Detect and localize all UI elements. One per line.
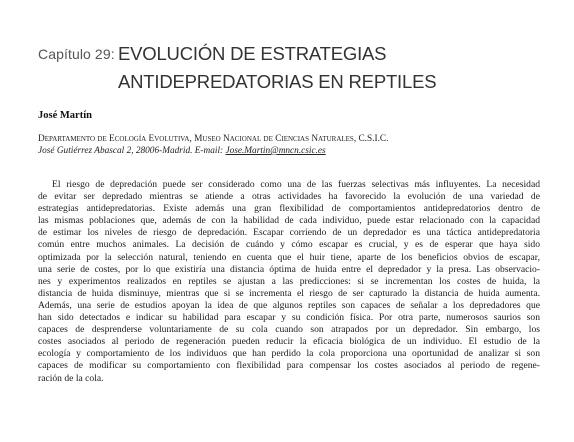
chapter-title	[118, 40, 436, 96]
affiliation	[38, 133, 388, 157]
body-line: capaces de modificar su comportamiento con flexibilidad para compensar los costes asociados al periodo de regene-	[38, 360, 540, 372]
body-line: han sido detectados e indicar su habilidad para escapar y su condición física. Por otra parte, numerosos saurios son	[38, 312, 540, 324]
body-line: estrategias antidepredatorias. Existe además una gran flexibilidad de comportamientos antidepredatorios dentro de	[38, 203, 540, 215]
body-line: común entre muchos animales. La decisión de cuándo y cómo escapar es crucial, y es de esperar que haya sido	[38, 239, 540, 251]
body-line: de evitar ser depredado mientras se atiende a otras actividades ha favorecido la evolución de una variedad de	[38, 191, 540, 203]
body-line: costes asociados al periodo de regeneración pueden reducir la eficacia biológica de un individuo. El estudio de la	[38, 336, 540, 348]
body-line: ecología y comportamiento de los individuos que han perdido la cola proporciona una oportunidad de analizar si son	[38, 348, 540, 360]
chapter-label: Capítulo 29:	[38, 46, 115, 62]
body-line: capaces de desprenderse voluntariamente de su cola cuando son atrapados por un depredador. Sin embargo, los	[38, 324, 540, 336]
body-line: nes y experimentos realizados en reptiles se ajustan a las predicciones: si se incrementan los costes de huida, la	[38, 275, 540, 287]
chapter-title-line-1: EVOLUCIÓN DE ESTRATEGIAS	[118, 43, 387, 64]
body-line: de estimar los niveles de riesgo de depredación. Escapar corriendo de un depredador es una táctica antidepredatoria	[38, 227, 540, 239]
body-line: una serie de costes, por lo que existiría una distancia óptima de huida entre el depredador y la presa. Las observacio-	[38, 263, 540, 275]
department: Departamento de Ecología Evolutiva, Museo Nacional de Ciencias Naturales, C.S.I.C.	[38, 134, 389, 144]
body-line: ración de la cola.	[38, 372, 104, 384]
body-line: las mismas poblaciones que, además de con la habilidad de cada individuo, puede estar relacionado con la capacidad	[38, 215, 540, 227]
body-line: Además, una serie de estudios apoyan la idea de que algunos reptiles son capaces de señalar a los depredadores que	[38, 299, 540, 311]
body-line: distancia de huida disminuye, mientras que si se incrementa el riesgo de ser capturado la distancia de huida aumenta.	[38, 287, 540, 299]
author-name: José Martín	[38, 110, 92, 121]
body-line: El riesgo de depredación puede ser considerado como una de las fuerzas selectivas más influyentes. La necesidad	[52, 179, 540, 190]
body-line: optimizada por la selección natural, teniendo en cuenta que el huir tiene, aparte de los beneficios obvios de escapar,	[38, 251, 540, 263]
address: José Gutiérrez Abascal 2, 28006-Madrid. E-mail:	[38, 146, 224, 156]
email-link[interactable]: Jose.Martin@mncn.csic.es	[225, 146, 326, 156]
chapter-title-line-2: ANTIDEPREDATORIAS EN REPTILES	[118, 71, 437, 92]
abstract-paragraph	[38, 179, 540, 385]
address-line	[38, 145, 388, 157]
